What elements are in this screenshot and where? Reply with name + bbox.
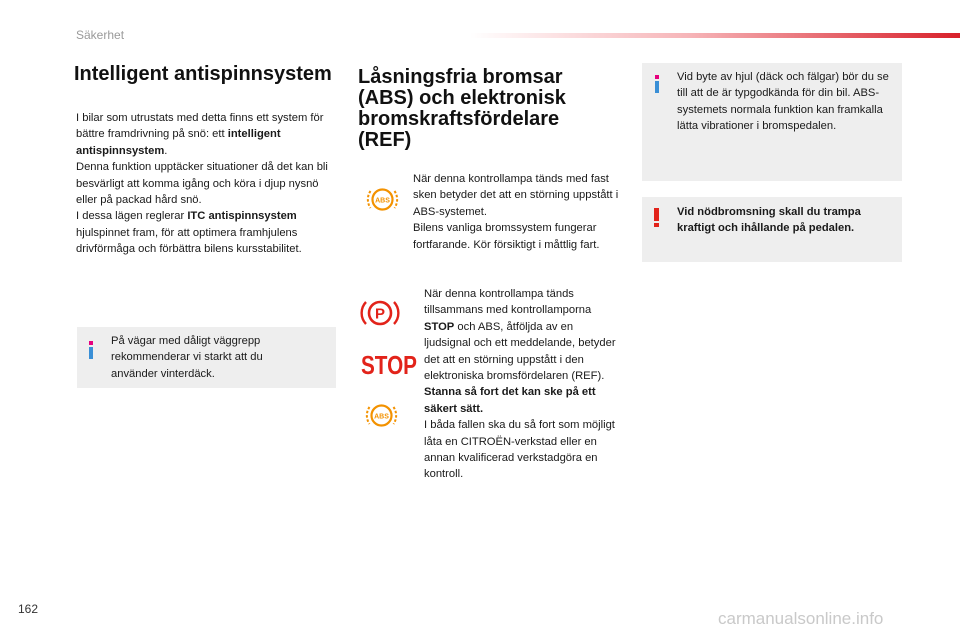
section-header-label: Säkerhet (76, 28, 125, 42)
middle-heading: Låsningsfria bromsar (ABS) och elektronisk bromskraftsfördelare (REF) (358, 66, 566, 151)
left-body-text: I bilar som utrustats med detta finns ett system för bättre framdrivning på snö: ett intelligent antispinnsystem. Denna funktion upptäcker situationer då det kan bli besvärligt att komma igång och köra i djup nysnö eller på packad hård snö. I dessa lägen reglerar ITC antispinnsystem hjulspinnet fram, för att optimera framhjulens drivförmåga och förbättra bilens kursstabilitet. (76, 112, 328, 256)
abs-badge-text: ABS (375, 197, 390, 205)
park-badge-text: P (374, 305, 386, 323)
stop-badge-text: STOP (361, 350, 417, 380)
right-warning-text: Vid nödbromsning skall du trampa kraftigt och ihållande på pedalen. (677, 206, 861, 235)
left-heading: Intelligent antispinnsystem (74, 63, 332, 85)
right-warning-box (642, 197, 902, 262)
watermark: carmanualsonline.info (718, 609, 884, 628)
right-info-text: Vid byte av hjul (däck och fälgar) bör du se till att de är typgodkända för din bil. ABS-systemets normala funktion kan framkalla lätta vibrationer i bromspedalen. (677, 71, 889, 133)
info-icon (89, 341, 93, 359)
abs-warning-icon (366, 183, 399, 216)
abs-badge-text-2: ABS (374, 413, 389, 421)
left-info-box (77, 327, 336, 388)
abs-description: När denna kontrollampa tänds med fast sken betyder det att en störning uppstått i ABS-systemet. Bilens vanliga bromssystem fungerar fortfarande. Kör försiktigt i måttlig fart. (413, 173, 619, 251)
left-info-text: På vägar med dåligt väggrepp rekommenderar vi starkt att du använder vinterdäck. (111, 335, 263, 380)
park-brake-icon (361, 296, 399, 330)
ref-description: När denna kontrollampa tänds tillsammans med kontrollamporna STOP och ABS, åtföljda av en ljudsignal och ett meddelande, betyder det att en störning uppstått i den elektroniska bromsfördelaren (REF). Stanna så fort det kan ske på ett säkert sätt. I båda fallen ska du så fort som möjligt låta en CITROËN-verkstad eller en annan kvalificerad verkstadgöra en kontroll. (424, 288, 616, 481)
right-info-box (642, 63, 902, 181)
warning-icon (654, 208, 660, 228)
abs-warning-icon-2 (365, 399, 398, 432)
stop-icon (360, 349, 418, 379)
header-accent-bar (470, 33, 960, 38)
page-number: 162 (18, 602, 39, 616)
info-icon-right (655, 75, 659, 93)
